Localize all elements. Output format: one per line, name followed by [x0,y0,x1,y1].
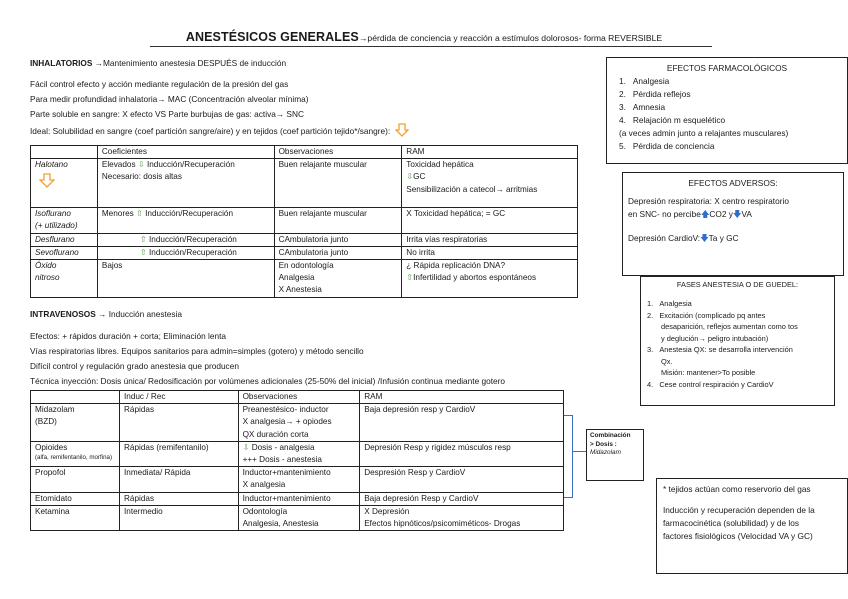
intravenosos-heading: INTRAVENOSOS → Inducción anestesia [30,309,183,319]
arrow-up-green-icon: ⇧ [139,234,147,244]
efectos-farmacologicos-box [606,57,848,164]
guedel-title: FASES ANESTESIA O DE GUEDEL: [676,280,799,289]
table-header: Induc / Rec Observaciones RAM [31,391,564,404]
table-row: Halotano Elevados ⇩ Inducción/Recuperación Necesario: dosis altas Buen relajante muscular Toxicidad hepática ⇩GC Sensibilización a catecol→ arritmias [31,159,578,208]
inhal-line-4: Ideal: Solubilidad en sangre (coef partición sangre/aire) y en tejidos (coef partición tejido*/sangre): [30,123,409,138]
table-row: Óxido nitroso Bajos En odontología Analgesia X Anestesia ¿ Rápida replicación DNA? ⇧Infertilidad y abortos espontáneos [31,260,578,298]
combinacion-bracket [564,415,573,498]
table-row: Desflurano ⇧ Inducción/Recuperación CAmbulatoria junto Irrita vías respiratorias [31,233,578,246]
inhal-line-2: Para medir profundidad inhalatoria→ MAC (Concentración alveolar mínima) [30,94,309,104]
list-note: (a veces admin junto a relajantes musculares) [619,128,789,138]
list-item: 3. Amnesia [619,102,666,112]
inhalatorios-heading: INHALATORIOS →Mantenimiento anestesia DESPUÉS de inducción [30,58,287,68]
title-sub: →pérdida de conciencia y reacción a estímulos dolorosos- forma REVERSIBLE [358,33,663,43]
guedel-box: FASES ANESTESIA O DE GUEDEL: 1. Analgesia 2. Excitación (complicado pq antes desaparición, reflejos aumentan como tos y deglución→ peligro intubación) 3. Anestesia QX: se desarrolla intervención Qx. Misión: mantener>To posible 4. Cese control respiración y CardioV [640,276,835,406]
inhal-line-3: Parte soluble en sangre: X efecto VS Parte burbujas de gas: activa→ SNC [30,109,304,119]
notas-box: * tejidos actúan como reservorio del gas Inducción y recuperación dependen de la farmacocinética (solubilidad) y de los factores fisiológicos (Velocidad VA y GC) [656,478,848,574]
page-title [0,28,848,46]
list-item: 3. Anestesia QX: se desarrolla intervención [647,345,793,354]
table-row: Sevoflurano ⇧ Inducción/Recuperación CAmbulatoria junto No irrita [31,246,578,259]
table-row: Isoflurano (+ utilizado) Menores ⇧ Inducción/Recuperación Buen relajante muscular X Toxicidad hepática; = GC [31,208,578,233]
arrow-down-orange-icon [395,123,409,137]
title-main: ANESTÉSICOS GENERALES [185,30,359,44]
list-item: 1. Analgesia [619,76,670,86]
inhalatorios-table [30,145,578,298]
arrow-up-green-icon: ⇧ [139,247,147,257]
iv-line-4: Técnica inyección: Dosis única/ Redosificación por volúmenes adicionales (25-50% del inicial) /Infusión continua mediante gotero [30,376,506,386]
efectos-adversos-title: EFECTOS ADVERSOS: [688,178,778,188]
list-item: 1. Analgesia [647,299,692,308]
list-item: 2. Pérdida reflejos [619,89,691,99]
efectos-adversos-box: EFECTOS ADVERSOS: Depresión respiratoria: X centro respiratorio en SNC- no percibe🡅CO2 y🡇VA Depresión CardioV:🡇Ta y GC [622,172,844,276]
arrow-down-orange-icon [39,173,55,188]
arrow-up-green-icon: ⇧ [136,209,143,219]
list-item: 2. Excitación (complicado pq antes [647,310,766,320]
arrow-down-blue-icon: 🡇 [700,233,709,243]
table-row: Ketamina Intermedio Odontología Analgesia, Anestesia X Depresión Efectos hipnóticos/psicomiméticos- Drogas [31,505,564,530]
arrow-down-green-icon: ⇩ [242,442,250,452]
table-row: Midazolam (BZD) Rápidas Preanestésico- inductor X analgesia→ + opiodes QX duración corta Baja depresión resp y CardioV [31,404,564,442]
iv-line-3: Difícil control y regulación grado anestesia que producen [30,361,239,371]
list-item: 5. Pérdida de conciencia [619,141,715,151]
arrow-down-green-icon: ⇩ [406,172,414,182]
arrow-up-green-icon: ⇧ [406,273,414,283]
iv-line-2: Vías respiratorias libres. Equipos sanitarios para admin=simples (gotero) y método sencillo [30,346,364,356]
bracket-connector [572,451,586,452]
intravenosos-table [30,390,564,531]
title-rule [150,46,712,47]
list-item: 4. Cese control respiración y CardioV [647,379,774,389]
list-item: 4. Relajación m esquelético [619,115,726,125]
table-row: Propofol Inmediata/ Rápida Inductor+mantenimiento X analgesia Despresión Resp y CardioV [31,467,564,492]
arrow-down-blue-icon: 🡇 [732,209,742,219]
inhal-line-1: Fácil control efecto y acción mediante regulación de la presión del gas [30,79,289,89]
table-row: Opioides (alfa, remifentanilo, morfina) Rápidas (remifentanilo) ⇩ Dosis - analgesia +++ Dosis - anestesia Depresión Resp y rigidez músculos resp [31,441,564,466]
table-row: Etomidato Rápidas Inductor+mantenimiento Baja depresión Resp y CardioV [31,492,564,505]
combinacion-box: Combinación > Dosis : Midazolam [586,429,644,481]
iv-line-1: Efectos: + rápidos duración + corta; Eliminación lenta [30,331,227,341]
efectos-farmaco-title: EFECTOS FARMACOLÓGICOS [666,63,788,73]
arrow-up-blue-icon: 🡅 [700,209,710,219]
arrow-down-green-icon: ⇩ [137,160,145,170]
table-header: Coeficientes Observaciones RAM [31,146,578,159]
